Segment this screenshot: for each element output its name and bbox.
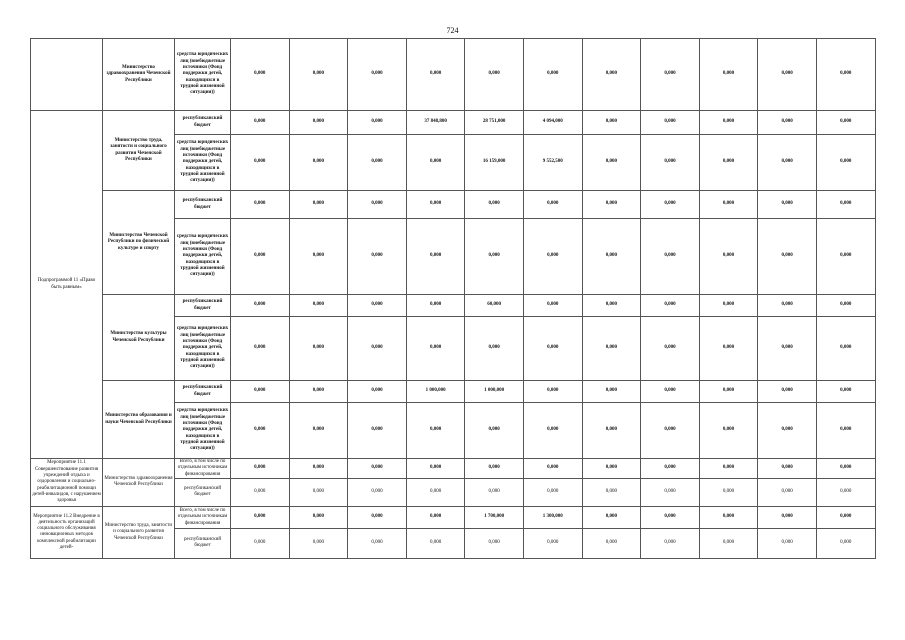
value-cell: 0,000 — [816, 403, 875, 459]
value-cell: 0,000 — [348, 403, 407, 459]
value-cell: 0,000 — [758, 295, 817, 317]
value-cell: 0,000 — [231, 135, 290, 191]
value-cell: 0,000 — [406, 219, 465, 295]
value-cell: 0,000 — [816, 135, 875, 191]
funding-source-cell: республиканский бюджет — [175, 111, 231, 135]
value-cell: 0,000 — [348, 39, 407, 111]
event-cell: Мероприятие 11.2 Внедрение в деятельность организаций социального обслуживания инновационных методов комплексной реабилитации детей- — [31, 506, 103, 558]
page-number: 724 — [446, 26, 459, 35]
value-cell: 0,000 — [758, 506, 817, 528]
value-cell: 0,000 — [699, 39, 758, 111]
funding-source-cell: республиканский бюджет — [175, 381, 231, 403]
value-cell: 0,000 — [348, 295, 407, 317]
value-cell: 0,000 — [231, 403, 290, 459]
value-cell: 0,000 — [289, 478, 348, 506]
value-cell: 0,000 — [758, 478, 817, 506]
value-cell: 0,000 — [582, 219, 641, 295]
value-cell: 0,000 — [523, 295, 582, 317]
value-cell: 0,000 — [406, 191, 465, 219]
value-cell: 0,000 — [231, 381, 290, 403]
value-cell: 0,000 — [641, 191, 700, 219]
funding-source-cell: средства юридических лиц (внебюджетные источники (Фонд поддержки детей, находящихся в трудной жизненной ситуации)) — [175, 135, 231, 191]
value-cell: 0,000 — [758, 317, 817, 381]
value-cell: 0,000 — [465, 317, 524, 381]
value-cell: 0,000 — [406, 528, 465, 558]
value-cell: 0,000 — [465, 478, 524, 506]
value-cell: 0,000 — [758, 459, 817, 479]
value-cell: 0,000 — [582, 191, 641, 219]
value-cell: 0,000 — [465, 191, 524, 219]
event-cell — [31, 39, 103, 111]
value-cell: 0,000 — [406, 459, 465, 479]
value-cell: 0,000 — [523, 459, 582, 479]
value-cell: 0,000 — [523, 381, 582, 403]
budget-table — [30, 38, 876, 559]
executor-cell: Министерство здравоохранения Чеченской Республики — [103, 459, 175, 507]
value-cell: 0,000 — [348, 317, 407, 381]
value-cell: 0,000 — [816, 219, 875, 295]
value-cell: 0,000 — [289, 39, 348, 111]
value-cell: 60,000 — [465, 295, 524, 317]
value-cell: 0,000 — [289, 506, 348, 528]
value-cell: 0,000 — [348, 111, 407, 135]
event-cell: Подпрограммой 11 «Право быть равным» — [31, 111, 103, 459]
table-row — [31, 111, 876, 135]
value-cell: 0,000 — [758, 403, 817, 459]
value-cell: 0,000 — [406, 135, 465, 191]
value-cell: 0,000 — [231, 219, 290, 295]
funding-source-cell: средства юридических лиц (внебюджетные источники (Фонд поддержки детей, находящихся в трудной жизненной ситуации)) — [175, 317, 231, 381]
value-cell: 0,000 — [406, 39, 465, 111]
value-cell: 0,000 — [289, 295, 348, 317]
value-cell: 0,000 — [465, 219, 524, 295]
value-cell: 0,000 — [582, 459, 641, 479]
funding-source-cell: Всего, в том числе по отдельным источникам финансирования — [175, 506, 231, 528]
value-cell: 0,000 — [406, 317, 465, 381]
executor-cell: Министерство культуры Чеченской Республики — [103, 295, 175, 381]
value-cell: 0,000 — [641, 295, 700, 317]
value-cell: 0,000 — [348, 381, 407, 403]
value-cell: 0,000 — [816, 295, 875, 317]
value-cell: 1 000,000 — [406, 381, 465, 403]
value-cell: 0,000 — [816, 191, 875, 219]
value-cell: 0,000 — [582, 478, 641, 506]
value-cell: 0,000 — [641, 403, 700, 459]
value-cell: 0,000 — [289, 317, 348, 381]
value-cell: 0,000 — [582, 403, 641, 459]
value-cell: 0,000 — [641, 111, 700, 135]
value-cell: 0,000 — [348, 528, 407, 558]
funding-source-cell: республиканский бюджет — [175, 295, 231, 317]
table-row — [31, 506, 876, 528]
executor-cell: Министерство Чеченской Республики по физической культуре и спорту — [103, 191, 175, 295]
executor-cell: Министерство здравоохранения Чеченской Республики — [103, 39, 175, 111]
value-cell: 0,000 — [816, 506, 875, 528]
value-cell: 0,000 — [699, 317, 758, 381]
value-cell: 0,000 — [348, 219, 407, 295]
value-cell: 0,000 — [699, 478, 758, 506]
value-cell: 0,000 — [758, 135, 817, 191]
funding-source-cell: средства юридических лиц (внебюджетные источники (Фонд поддержки детей, находящихся в трудной жизненной ситуации)) — [175, 219, 231, 295]
value-cell: 0,000 — [231, 506, 290, 528]
value-cell: 0,000 — [699, 295, 758, 317]
value-cell: 0,000 — [231, 39, 290, 111]
value-cell: 0,000 — [289, 135, 348, 191]
value-cell: 0,000 — [816, 111, 875, 135]
value-cell: 0,000 — [289, 528, 348, 558]
table-row — [31, 295, 876, 317]
value-cell: 1 000,000 — [465, 381, 524, 403]
value-cell: 0,000 — [289, 111, 348, 135]
value-cell: 0,000 — [582, 111, 641, 135]
value-cell: 0,000 — [816, 478, 875, 506]
value-cell: 0,000 — [582, 528, 641, 558]
value-cell: 0,000 — [406, 506, 465, 528]
value-cell: 0,000 — [699, 135, 758, 191]
value-cell: 1 700,000 — [465, 506, 524, 528]
value-cell: 0,000 — [348, 135, 407, 191]
value-cell: 0,000 — [348, 478, 407, 506]
table-row — [31, 191, 876, 219]
value-cell: 0,000 — [231, 478, 290, 506]
value-cell: 0,000 — [348, 459, 407, 479]
value-cell: 0,000 — [523, 317, 582, 381]
value-cell: 0,000 — [582, 317, 641, 381]
value-cell: 0,000 — [816, 39, 875, 111]
value-cell: 0,000 — [289, 219, 348, 295]
funding-source-cell: средства юридических лиц (внебюджетные источники (Фонд поддержки детей, находящихся в трудной жизненной ситуации)) — [175, 39, 231, 111]
value-cell: 0,000 — [699, 381, 758, 403]
value-cell: 1 300,000 — [523, 506, 582, 528]
value-cell: 0,000 — [582, 381, 641, 403]
value-cell: 0,000 — [758, 528, 817, 558]
value-cell: 0,000 — [699, 459, 758, 479]
value-cell: 0,000 — [465, 459, 524, 479]
value-cell: 0,000 — [699, 191, 758, 219]
funding-source-cell: республиканский бюджет — [175, 191, 231, 219]
executor-cell: Министерство образования и науки Чеченской Республики — [103, 381, 175, 459]
value-cell: 0,000 — [523, 219, 582, 295]
value-cell: 0,000 — [816, 528, 875, 558]
funding-source-cell: республиканский бюджет — [175, 528, 231, 558]
executor-cell: Министерство труда, занятости и социального развития Чеченской Республики — [103, 506, 175, 558]
value-cell: 0,000 — [231, 295, 290, 317]
value-cell: 0,000 — [348, 506, 407, 528]
value-cell: 0,000 — [582, 39, 641, 111]
table-row — [31, 381, 876, 403]
value-cell: 0,000 — [523, 191, 582, 219]
value-cell: 0,000 — [758, 219, 817, 295]
executor-cell: Министерство труда, занятости и социального развития Чеченской Республики — [103, 111, 175, 191]
value-cell: 0,000 — [641, 478, 700, 506]
value-cell: 0,000 — [465, 528, 524, 558]
value-cell: 0,000 — [523, 39, 582, 111]
value-cell: 0,000 — [758, 39, 817, 111]
value-cell: 0,000 — [641, 39, 700, 111]
value-cell: 0,000 — [699, 219, 758, 295]
table-row — [31, 459, 876, 479]
value-cell: 16 159,000 — [465, 135, 524, 191]
value-cell: 0,000 — [699, 528, 758, 558]
table-row — [31, 39, 876, 111]
value-cell: 0,000 — [523, 478, 582, 506]
value-cell: 28 751,000 — [465, 111, 524, 135]
value-cell: 0,000 — [231, 111, 290, 135]
value-cell: 0,000 — [641, 506, 700, 528]
value-cell: 0,000 — [699, 403, 758, 459]
value-cell: 0,000 — [582, 135, 641, 191]
value-cell: 0,000 — [289, 381, 348, 403]
value-cell: 0,000 — [465, 403, 524, 459]
value-cell: 9 552,500 — [523, 135, 582, 191]
value-cell: 0,000 — [523, 528, 582, 558]
value-cell: 0,000 — [641, 459, 700, 479]
value-cell: 0,000 — [758, 111, 817, 135]
value-cell: 0,000 — [582, 506, 641, 528]
value-cell: 0,000 — [641, 219, 700, 295]
event-cell: Мероприятие 11.1 Совершенствование развития учреждений отдыха и оздоровления и социально-реабилитационной помощи детей-инвалидов, с нарушением здоровья — [31, 459, 103, 507]
value-cell: 0,000 — [641, 317, 700, 381]
value-cell: 0,000 — [641, 135, 700, 191]
value-cell: 0,000 — [758, 381, 817, 403]
value-cell: 4 094,000 — [523, 111, 582, 135]
value-cell: 0,000 — [406, 478, 465, 506]
value-cell: 37 848,800 — [406, 111, 465, 135]
value-cell: 0,000 — [523, 403, 582, 459]
funding-source-cell: республиканский бюджет — [175, 478, 231, 506]
value-cell: 0,000 — [289, 191, 348, 219]
value-cell: 0,000 — [699, 111, 758, 135]
value-cell: 0,000 — [641, 381, 700, 403]
value-cell: 0,000 — [231, 317, 290, 381]
value-cell: 0,000 — [406, 403, 465, 459]
value-cell: 0,000 — [758, 191, 817, 219]
value-cell: 0,000 — [816, 381, 875, 403]
value-cell: 0,000 — [231, 459, 290, 479]
value-cell: 0,000 — [406, 295, 465, 317]
value-cell: 0,000 — [289, 403, 348, 459]
value-cell: 0,000 — [816, 317, 875, 381]
value-cell: 0,000 — [816, 459, 875, 479]
value-cell: 0,000 — [348, 191, 407, 219]
funding-source-cell: средства юридических лиц (внебюджетные источники (Фонд поддержки детей, находящихся в трудной жизненной ситуации)) — [175, 403, 231, 459]
value-cell: 0,000 — [289, 459, 348, 479]
value-cell: 0,000 — [641, 528, 700, 558]
value-cell: 0,000 — [465, 39, 524, 111]
value-cell: 0,000 — [231, 528, 290, 558]
value-cell: 0,000 — [582, 295, 641, 317]
value-cell: 0,000 — [699, 506, 758, 528]
value-cell: 0,000 — [231, 191, 290, 219]
funding-source-cell: Всего, в том числе по отдельным источникам финансирования — [175, 459, 231, 479]
